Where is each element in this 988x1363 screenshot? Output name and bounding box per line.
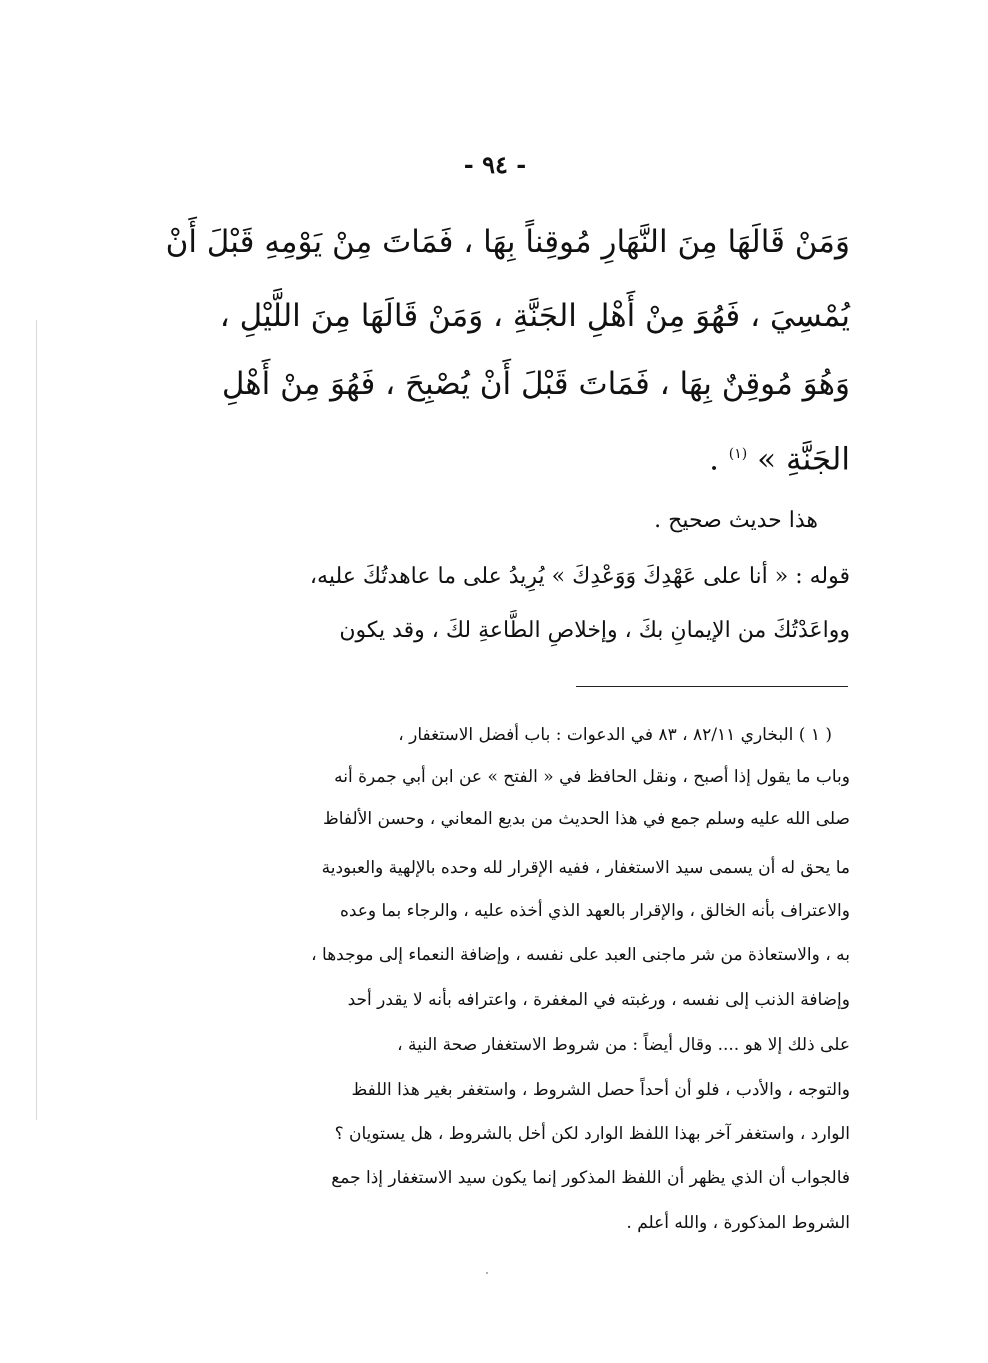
footnote-line-2: وباب ما يقول إذا أصبح ، ونقل الحافظ في « الفتح » عن ابن أبي جمرة أنه xyxy=(334,767,850,787)
footnote-line-8: على ذلك إلا هو .... وقال أيضاً : من شروط الاستغفار صحة النية ، xyxy=(397,1035,850,1055)
footnote-line-1: ( ١ ) البخاري ٨٢/١١ ، ٨٣ في الدعوات : باب أفضل الاستغفار ، xyxy=(398,725,832,745)
hadith-line-1: وَمَنْ قَالَهَا مِنَ النَّهَارِ مُوقِناً بِهَا ، فَمَاتَ مِنْ يَوْمِهِ قَبْلَ أَنْ xyxy=(165,224,850,260)
footnote-line-5: والاعتراف بأنه الخالق ، والإقرار بالعهد الذي أخذه عليه ، والرجاء بما وعده xyxy=(339,901,850,921)
footnote-line-6: به ، والاستعاذة من شر ماجنى العبد على نفسه ، وإضافة النعماء إلى موجدها ، xyxy=(311,945,850,965)
hadith-line-3: وَهُوَ مُوقِنٌ بِهَا ، فَمَاتَ قَبْلَ أَنْ يُصْبِحَ ، فَهُوَ مِنْ أَهْلِ xyxy=(221,366,850,402)
hadith-line-2: يُمْسِيَ ، فَهُوَ مِنْ أَهْلِ الجَنَّةِ ، وَمَنْ قَالَهَا مِنَ اللَّيْلِ ، xyxy=(219,298,850,334)
footnote-line-10: الوارد ، واستغفر آخر بهذا اللفظ الوارد لكن أخل بالشروط ، هل يستويان ؟ xyxy=(334,1124,850,1144)
hadith-line-4 xyxy=(150,434,850,479)
footnote-separator xyxy=(576,686,848,687)
footnote-line-12: الشروط المذكورة ، والله أعلم . xyxy=(626,1213,850,1233)
commentary-line-1: قوله : « أنا على عَهْدِكَ وَوَعْدِكَ » يُرِيدُ على ما عاهدتُكَ عليه، xyxy=(309,564,850,589)
scan-speck xyxy=(486,1272,488,1274)
footnote-line-7: وإضافة الذنب إلى نفسه ، ورغبته في المغفرة ، واعترافه بأنه لا يقدر أحد xyxy=(347,990,850,1010)
hadith-line-4-text: الجَنَّةِ » xyxy=(757,441,850,478)
page-number: - ٩٤ - xyxy=(463,150,527,179)
footnote-line-3: صلى الله عليه وسلم جمع في هذا الحديث من بديع المعاني ، وحسن الألفاظ xyxy=(323,809,850,829)
scan-margin-line xyxy=(36,320,37,1120)
footnote-reference: (١) xyxy=(728,446,748,462)
footnote-line-4: ما يحق له أن يسمى سيد الاستغفار ، ففيه الإقرار لله وحده بالإلهية والعبودية xyxy=(321,858,850,878)
commentary-line-2: وواعَدْتُكَ من الإيمانِ بكَ ، وإخلاصِ الطَّاعةِ لكَ ، وقد يكون xyxy=(339,618,850,643)
hadith-end-mark: . xyxy=(709,441,719,478)
footnote-line-9: والتوجه ، والأدب ، فلو أن أحداً حصل الشروط ، واستغفر بغير هذا اللفظ xyxy=(351,1080,850,1100)
footnote-line-11: فالجواب أن الذي يظهر أن اللفظ المذكور إنما يكون سيد الاستغفار إذا جمع xyxy=(331,1168,850,1188)
hadith-grade: هذا حديث صحيح . xyxy=(654,508,818,533)
